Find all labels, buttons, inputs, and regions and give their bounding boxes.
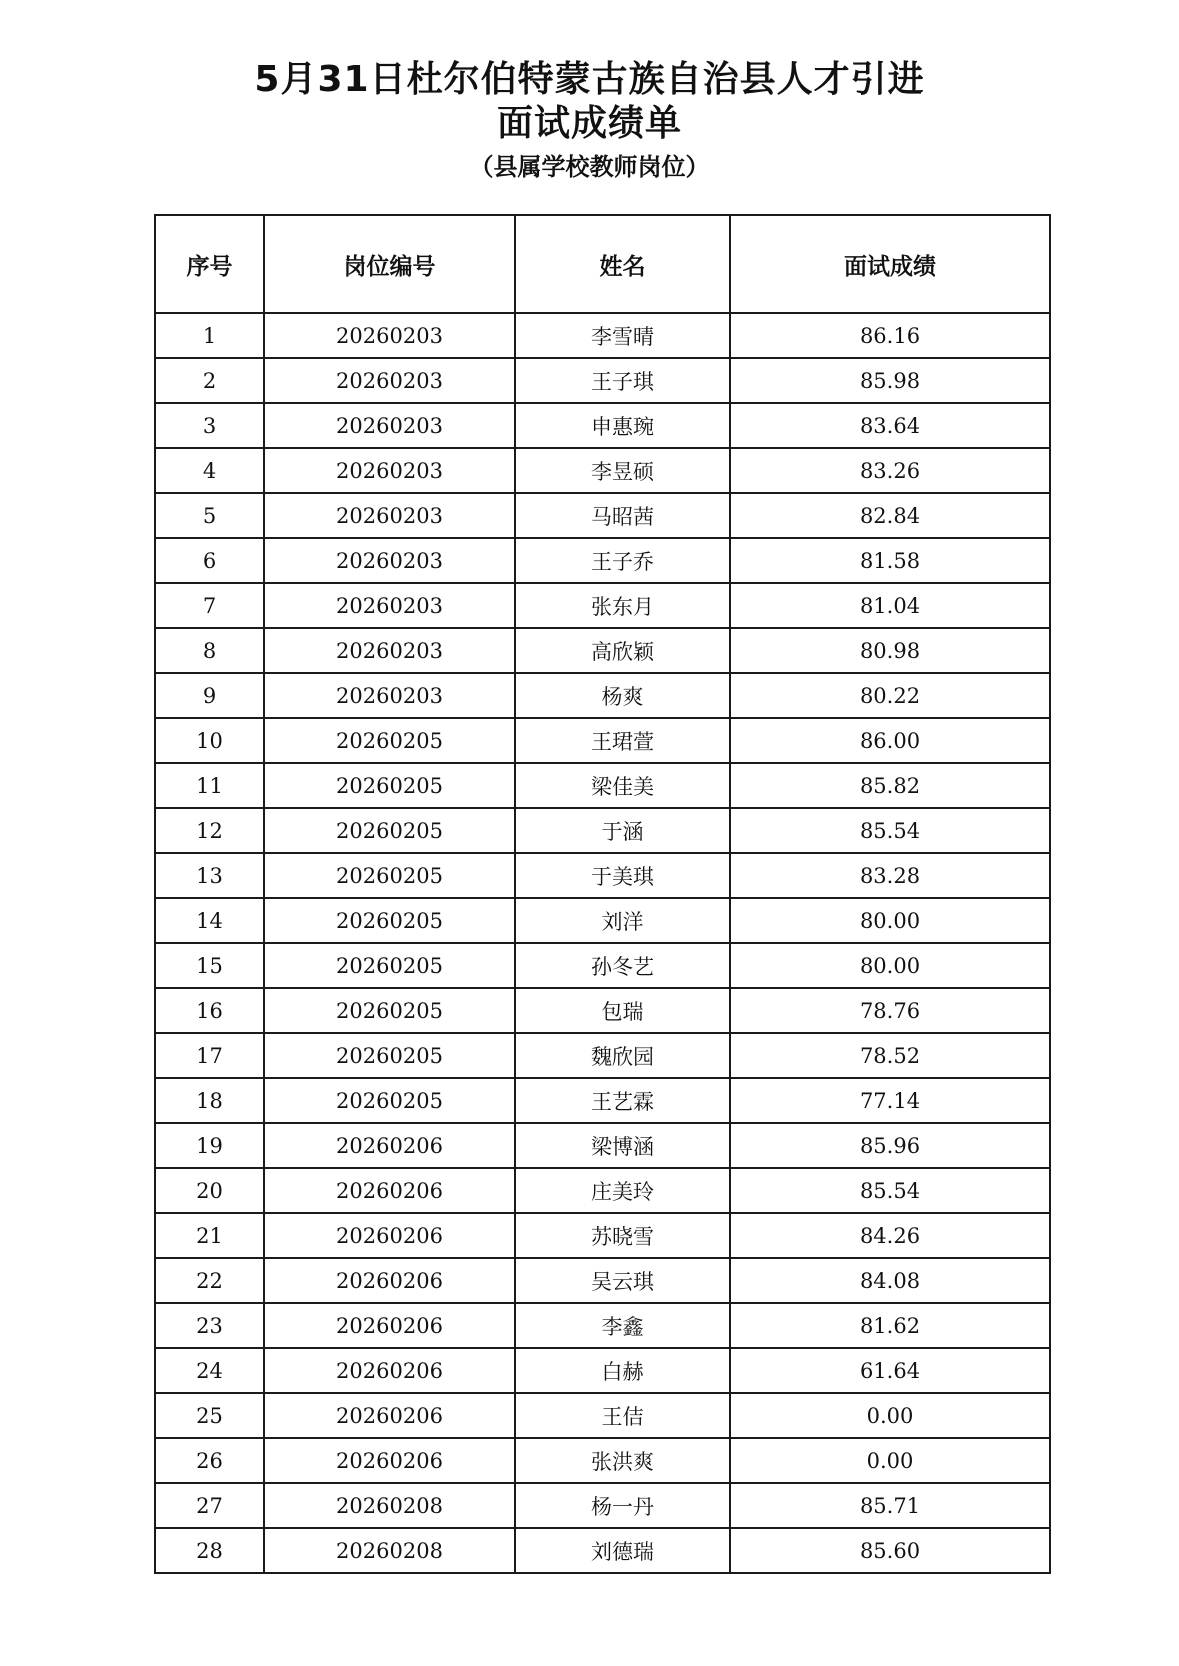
cell-interview-score: 0.00 <box>730 1393 1050 1438</box>
document-title-line-1: 5月31日杜尔伯特蒙古族自治县人才引进 <box>254 59 925 100</box>
table-row <box>155 1438 1050 1483</box>
cell-name: 魏欣园 <box>515 1033 730 1078</box>
cell-interview-score: 85.96 <box>730 1123 1050 1168</box>
cell-name: 杨爽 <box>515 673 730 718</box>
table-row <box>155 1213 1050 1258</box>
cell-position-code: 20260206 <box>264 1123 515 1168</box>
cell-interview-score: 84.08 <box>730 1258 1050 1303</box>
table-row <box>155 1123 1050 1168</box>
cell-interview-score: 80.00 <box>730 943 1050 988</box>
interview-score-table <box>154 214 1051 1574</box>
cell-interview-score: 61.64 <box>730 1348 1050 1393</box>
cell-serial-number: 10 <box>155 718 264 763</box>
cell-position-code: 20260206 <box>264 1438 515 1483</box>
header-serial-number: 序号 <box>155 215 264 313</box>
cell-position-code: 20260205 <box>264 898 515 943</box>
cell-serial-number: 14 <box>155 898 264 943</box>
table-row <box>155 853 1050 898</box>
cell-name: 王珺萱 <box>515 718 730 763</box>
cell-position-code: 20260205 <box>264 718 515 763</box>
cell-position-code: 20260203 <box>264 493 515 538</box>
cell-interview-score: 81.04 <box>730 583 1050 628</box>
cell-name: 杨一丹 <box>515 1483 730 1528</box>
cell-serial-number: 1 <box>155 313 264 358</box>
cell-serial-number: 17 <box>155 1033 264 1078</box>
table-row <box>155 583 1050 628</box>
cell-serial-number: 23 <box>155 1303 264 1348</box>
cell-interview-score: 85.82 <box>730 763 1050 808</box>
cell-interview-score: 82.84 <box>730 493 1050 538</box>
cell-position-code: 20260205 <box>264 943 515 988</box>
cell-position-code: 20260206 <box>264 1213 515 1258</box>
cell-position-code: 20260208 <box>264 1483 515 1528</box>
cell-interview-score: 83.26 <box>730 448 1050 493</box>
cell-name: 王子乔 <box>515 538 730 583</box>
cell-name: 白赫 <box>515 1348 730 1393</box>
cell-name: 李雪晴 <box>515 313 730 358</box>
cell-serial-number: 27 <box>155 1483 264 1528</box>
table-row <box>155 1168 1050 1213</box>
cell-serial-number: 9 <box>155 673 264 718</box>
cell-serial-number: 16 <box>155 988 264 1033</box>
cell-interview-score: 86.00 <box>730 718 1050 763</box>
cell-position-code: 20260206 <box>264 1168 515 1213</box>
table-row <box>155 1303 1050 1348</box>
cell-serial-number: 28 <box>155 1528 264 1573</box>
table-row <box>155 1348 1050 1393</box>
cell-name: 苏晓雪 <box>515 1213 730 1258</box>
cell-interview-score: 85.54 <box>730 1168 1050 1213</box>
table-row <box>155 1483 1050 1528</box>
cell-position-code: 20260208 <box>264 1528 515 1573</box>
cell-serial-number: 11 <box>155 763 264 808</box>
cell-position-code: 20260206 <box>264 1393 515 1438</box>
cell-name: 于美琪 <box>515 853 730 898</box>
cell-serial-number: 19 <box>155 1123 264 1168</box>
cell-name: 马昭茜 <box>515 493 730 538</box>
table-row <box>155 538 1050 583</box>
cell-serial-number: 5 <box>155 493 264 538</box>
cell-name: 孙冬艺 <box>515 943 730 988</box>
cell-name: 王子琪 <box>515 358 730 403</box>
cell-name: 王艺霖 <box>515 1078 730 1123</box>
cell-position-code: 20260205 <box>264 763 515 808</box>
table-row <box>155 1258 1050 1303</box>
cell-name: 梁佳美 <box>515 763 730 808</box>
cell-interview-score: 84.26 <box>730 1213 1050 1258</box>
header-interview-score: 面试成绩 <box>730 215 1050 313</box>
cell-position-code: 20260203 <box>264 448 515 493</box>
cell-interview-score: 0.00 <box>730 1438 1050 1483</box>
cell-position-code: 20260203 <box>264 673 515 718</box>
cell-name: 于涵 <box>515 808 730 853</box>
cell-serial-number: 8 <box>155 628 264 673</box>
cell-interview-score: 77.14 <box>730 1078 1050 1123</box>
table-row <box>155 943 1050 988</box>
cell-interview-score: 85.54 <box>730 808 1050 853</box>
cell-name: 刘洋 <box>515 898 730 943</box>
cell-serial-number: 18 <box>155 1078 264 1123</box>
cell-interview-score: 85.98 <box>730 358 1050 403</box>
cell-name: 张东月 <box>515 583 730 628</box>
table-row <box>155 718 1050 763</box>
cell-serial-number: 13 <box>155 853 264 898</box>
cell-name: 李鑫 <box>515 1303 730 1348</box>
table-row <box>155 1033 1050 1078</box>
cell-name: 申惠琬 <box>515 403 730 448</box>
table-row <box>155 898 1050 943</box>
table-row <box>155 763 1050 808</box>
cell-name: 张洪爽 <box>515 1438 730 1483</box>
cell-serial-number: 22 <box>155 1258 264 1303</box>
cell-interview-score: 80.00 <box>730 898 1050 943</box>
cell-position-code: 20260203 <box>264 313 515 358</box>
table-row <box>155 1528 1050 1573</box>
cell-name: 李昱硕 <box>515 448 730 493</box>
table-row <box>155 448 1050 493</box>
table-row <box>155 628 1050 673</box>
table-header-row <box>155 215 1050 313</box>
table-row <box>155 1393 1050 1438</box>
header-name: 姓名 <box>515 215 730 313</box>
cell-position-code: 20260205 <box>264 808 515 853</box>
cell-serial-number: 20 <box>155 1168 264 1213</box>
cell-interview-score: 81.62 <box>730 1303 1050 1348</box>
table-row <box>155 988 1050 1033</box>
cell-interview-score: 80.98 <box>730 628 1050 673</box>
document-title-line-2: 面试成绩单 <box>496 103 682 144</box>
cell-position-code: 20260203 <box>264 583 515 628</box>
cell-interview-score: 85.71 <box>730 1483 1050 1528</box>
table-body <box>155 313 1050 1573</box>
document-header <box>0 58 1179 182</box>
cell-position-code: 20260206 <box>264 1258 515 1303</box>
table-row <box>155 313 1050 358</box>
cell-name: 包瑞 <box>515 988 730 1033</box>
cell-position-code: 20260206 <box>264 1303 515 1348</box>
cell-serial-number: 15 <box>155 943 264 988</box>
table-row <box>155 358 1050 403</box>
cell-position-code: 20260206 <box>264 1348 515 1393</box>
cell-position-code: 20260205 <box>264 1078 515 1123</box>
cell-serial-number: 7 <box>155 583 264 628</box>
cell-interview-score: 83.64 <box>730 403 1050 448</box>
cell-interview-score: 85.60 <box>730 1528 1050 1573</box>
cell-interview-score: 80.22 <box>730 673 1050 718</box>
cell-serial-number: 4 <box>155 448 264 493</box>
table-row <box>155 673 1050 718</box>
cell-serial-number: 24 <box>155 1348 264 1393</box>
cell-position-code: 20260203 <box>264 403 515 448</box>
cell-name: 庄美玲 <box>515 1168 730 1213</box>
table-row <box>155 403 1050 448</box>
cell-position-code: 20260203 <box>264 628 515 673</box>
cell-name: 刘德瑞 <box>515 1528 730 1573</box>
cell-interview-score: 81.58 <box>730 538 1050 583</box>
cell-name: 王佶 <box>515 1393 730 1438</box>
cell-name: 吴云琪 <box>515 1258 730 1303</box>
cell-serial-number: 12 <box>155 808 264 853</box>
table-row <box>155 1078 1050 1123</box>
cell-serial-number: 3 <box>155 403 264 448</box>
cell-position-code: 20260205 <box>264 1033 515 1078</box>
document-subtitle: （县属学校教师岗位） <box>469 153 710 181</box>
cell-name: 高欣颖 <box>515 628 730 673</box>
table-row <box>155 808 1050 853</box>
cell-serial-number: 25 <box>155 1393 264 1438</box>
cell-serial-number: 6 <box>155 538 264 583</box>
cell-interview-score: 78.76 <box>730 988 1050 1033</box>
cell-position-code: 20260203 <box>264 538 515 583</box>
cell-interview-score: 86.16 <box>730 313 1050 358</box>
cell-serial-number: 21 <box>155 1213 264 1258</box>
cell-serial-number: 2 <box>155 358 264 403</box>
cell-serial-number: 26 <box>155 1438 264 1483</box>
cell-name: 梁博涵 <box>515 1123 730 1168</box>
cell-position-code: 20260203 <box>264 358 515 403</box>
header-position-code: 岗位编号 <box>264 215 515 313</box>
cell-position-code: 20260205 <box>264 853 515 898</box>
table-row <box>155 493 1050 538</box>
cell-interview-score: 83.28 <box>730 853 1050 898</box>
cell-interview-score: 78.52 <box>730 1033 1050 1078</box>
cell-position-code: 20260205 <box>264 988 515 1033</box>
